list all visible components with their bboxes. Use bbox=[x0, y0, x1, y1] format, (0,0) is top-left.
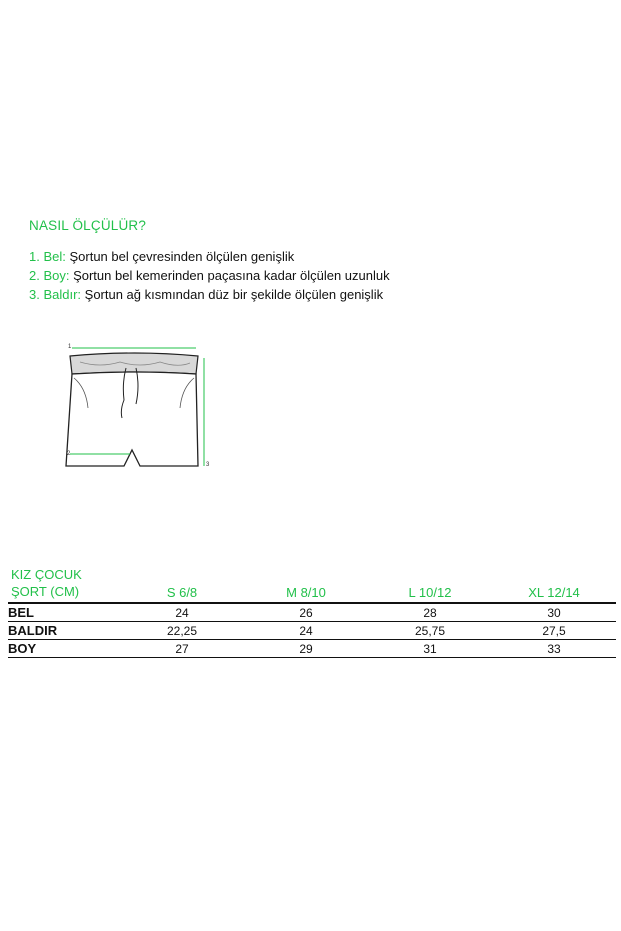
step-label: 1. Bel: bbox=[29, 249, 66, 264]
table-cell: 22,25 bbox=[166, 623, 198, 638]
marker-2: 2 bbox=[67, 451, 71, 457]
size-column-header: M 8/10 bbox=[286, 585, 326, 600]
table-row bbox=[8, 622, 616, 640]
shorts-waistband bbox=[70, 353, 198, 374]
table-cell: 27 bbox=[175, 641, 189, 656]
shorts-outline bbox=[66, 372, 198, 466]
measure-step-thigh bbox=[29, 287, 383, 302]
table-cell: 27,5 bbox=[542, 623, 566, 638]
size-column-header: S 6/8 bbox=[166, 585, 198, 600]
table-cell: 29 bbox=[299, 641, 313, 656]
table-cell: 33 bbox=[547, 641, 561, 656]
measure-step-length bbox=[29, 268, 390, 283]
row-label: BEL bbox=[8, 605, 34, 620]
table-caption-category: KIZ ÇOCUK bbox=[11, 567, 82, 582]
step-text: Şortun bel kemerinden paçasına kadar ölçülen uzunluk bbox=[69, 268, 390, 283]
table-caption-unit: ŞORT (CM) bbox=[11, 584, 80, 599]
shorts-measurement-illustration bbox=[60, 338, 220, 473]
table-cell: 24 bbox=[175, 605, 189, 620]
size-chart-table bbox=[8, 583, 616, 658]
size-column-header: L 10/12 bbox=[408, 585, 452, 600]
table-header-row bbox=[8, 583, 616, 603]
table-cell: 25,75 bbox=[414, 623, 446, 638]
table-cell: 30 bbox=[547, 605, 561, 620]
table-cell: 31 bbox=[423, 641, 437, 656]
step-label: 2. Boy: bbox=[29, 268, 70, 283]
header-blank-cell bbox=[8, 583, 120, 603]
table-row bbox=[8, 603, 616, 622]
row-label: BOY bbox=[8, 641, 37, 656]
measure-step-waist bbox=[29, 249, 294, 264]
measure-guide-title: NASIL ÖLÇÜLÜR? bbox=[29, 218, 147, 233]
step-text: Şortun ağ kısmından düz bir şekilde ölçülen genişlik bbox=[81, 287, 384, 302]
table-cell: 24 bbox=[299, 623, 313, 638]
table-cell: 26 bbox=[299, 605, 313, 620]
step-label: 3. Baldır: bbox=[29, 287, 82, 302]
marker-3: 3 bbox=[206, 462, 210, 468]
step-text: Şortun bel çevresinden ölçülen genişlik bbox=[65, 249, 295, 264]
row-label: BALDIR bbox=[8, 623, 58, 638]
size-column-header: XL 12/14 bbox=[528, 585, 580, 600]
table-cell: 28 bbox=[423, 605, 437, 620]
marker-1: 1 bbox=[68, 344, 72, 350]
table-row bbox=[8, 640, 616, 658]
